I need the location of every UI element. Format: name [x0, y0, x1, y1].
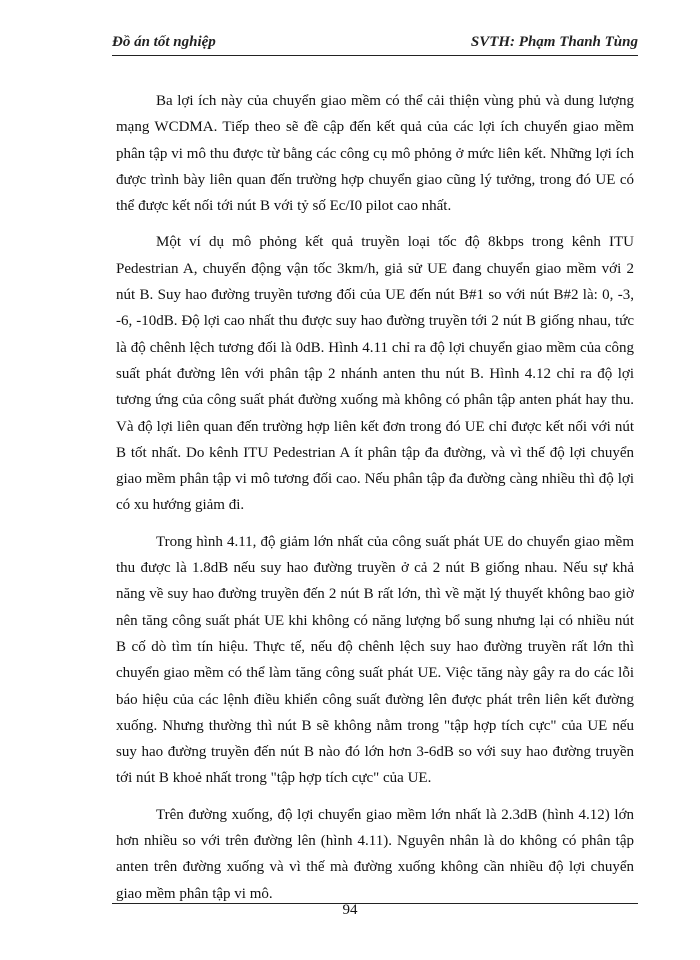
header-document-title: Đồ án tốt nghiệp: [112, 34, 216, 50]
page-header: [112, 34, 638, 56]
paragraph-1: Ba lợi ích này của chuyển giao mềm có thể cải thiện vùng phủ và dung lượng mạng WCDMA. Tiếp theo sẽ đề cập đến kết quả của các lợi ích chuyển giao mềm phân tập vi mô thu được từ bằng các công cụ mô phỏng ở mức liên kết. Những lợi ích được trình bày liên quan đến trường hợp chuyển giao cũng lý tưởng, trong đó UE có thể được kết nối tới nút B với tỷ số Ec/I0 pilot cao nhất.: [116, 93, 634, 215]
paragraph-2: Một ví dụ mô phỏng kết quả truyền loại tốc độ 8kbps trong kênh ITU Pedestrian A, chuyển động vận tốc 3km/h, giả sử UE đang chuyển giao mềm với 2 nút B. Suy hao đường truyền tương đối của UE đến nút B#1 so với nút B#2 là: 0, -3, -6, -10dB. Độ lợi cao nhất thu được suy hao đường truyền tới 2 nút B giống nhau, tức là độ chênh lệch tương đối là 0dB. Hình 4.11 chỉ ra độ lợi chuyển giao mềm của công suất phát đường lên với phân tập 2 nhánh anten thu nút B. Hình 4.12 chỉ ra độ lợi tương ứng của công suất phát đường xuống mà không có phân tập anten phát hay thu. Và độ lợi liên quan đến trường hợp liên kết đơn trong đó UE chỉ được kết nối với nút B tốt nhất. Do kênh ITU Pedestrian A ít phân tập đa đường, và vì thế độ lợi chuyển giao mềm phân tập vi mô tương đối cao. Nếu phân tập đa đường càng nhiều thì độ lợi có xu hướng giảm đi.: [116, 234, 634, 514]
paragraph-3: Trong hình 4.11, độ giảm lớn nhất của công suất phát UE do chuyển giao mềm thu được là 1.8dB nếu suy hao đường truyền ở cả 2 nút B giống nhau. Nếu sự khả năng về suy hao đường truyền đến 2 nút B rất lớn, thì về mặt lý thuyết không bao giờ nên tăng công suất phát UE khi không có năng lượng bổ sung nhưng lại có nhiều nút B cố dò tìm tín hiệu. Thực tế, nếu độ chênh lệch suy hao đường truyền rất lớn thì chuyển giao mềm có thể làm tăng công suất phát UE. Việc tăng này gây ra do các lỗi báo hiệu của các lệnh điều khiển công suất đường lên được phát trên liên kết đường xuống. Nhưng thường thì nút B sẽ không nằm trong "tập hợp tích cực" của UE nếu suy hao đường truyền đến nút B nào đó lớn hơn 3-6dB so với suy hao đường truyền tới nút B khoẻ nhất trong "tập hợp tích cực" của UE.: [116, 533, 634, 787]
header-rule: [112, 55, 638, 56]
page-number: 94: [342, 902, 358, 918]
paragraph-4: Trên đường xuống, độ lợi chuyển giao mềm lớn nhất là 2.3dB (hình 4.12) lớn hơn nhiều so với trên đường lên (hình 4.11). Nguyên nhân là do không có phân tập anten trên đường xuống và vì thế mà đường xuống không cần nhiều độ lợi chuyển giao mềm phân tập vi mô.: [116, 806, 634, 902]
page-body: [116, 88, 634, 917]
header-author: SVTH: Phạm Thanh Tùng: [470, 34, 638, 50]
